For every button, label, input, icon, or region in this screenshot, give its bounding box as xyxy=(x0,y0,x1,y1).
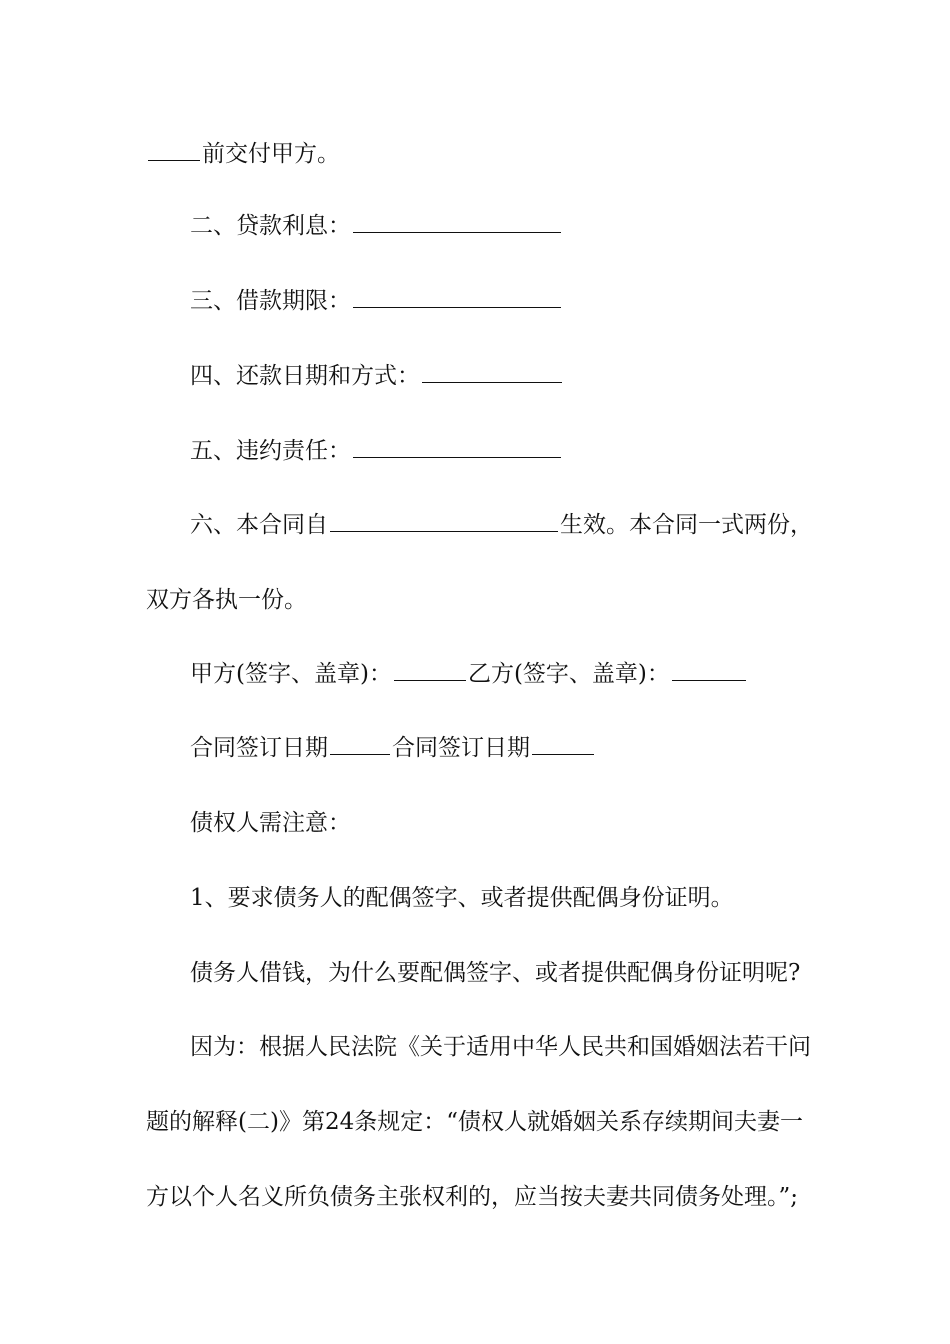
document-line xyxy=(190,286,563,316)
line-text: 前交付甲方。 xyxy=(202,141,340,167)
line-text: 合同签订日期 xyxy=(392,735,530,761)
fill-in-blank xyxy=(330,513,558,532)
document-line xyxy=(190,958,800,988)
document-line xyxy=(146,1182,798,1212)
fill-in-blank xyxy=(672,662,746,681)
line-text: 四、还款日期和方式： xyxy=(190,363,420,389)
document-line xyxy=(190,510,813,540)
document-line xyxy=(190,659,748,689)
line-text: 甲方(签字、盖章)： xyxy=(190,661,392,687)
fill-in-blank xyxy=(353,214,561,233)
document-line xyxy=(190,361,564,391)
line-text: 债权人需注意： xyxy=(190,810,351,836)
line-text: 三、借款期限： xyxy=(190,288,351,314)
line-text: 题的解释(二)》第24条规定：“债权人就婚姻关系存续期间夫妻一 xyxy=(146,1109,803,1135)
line-text: 1、要求债务人的配偶签字、或者提供配偶身份证明。 xyxy=(190,885,734,911)
document-line xyxy=(146,139,340,169)
fill-in-blank xyxy=(353,439,561,458)
document-line xyxy=(190,436,563,466)
fill-in-blank xyxy=(422,364,562,383)
document-line xyxy=(146,1107,803,1137)
line-text: 生效。本合同一式两份， xyxy=(560,512,813,538)
line-text: 六、本合同自 xyxy=(190,512,328,538)
line-text: 债务人借钱，为什么要配偶签字、或者提供配偶身份证明呢? xyxy=(190,960,801,986)
document-line xyxy=(190,211,563,241)
fill-in-blank xyxy=(532,736,594,755)
fill-in-blank xyxy=(148,142,200,161)
line-text: 五、违约责任： xyxy=(190,438,351,464)
line-text: 因为：根据人民法院《关于适用中华人民共和国婚姻法若干问 xyxy=(190,1034,811,1060)
fill-in-blank xyxy=(353,289,561,308)
line-text: 双方各执一份。 xyxy=(146,587,307,613)
fill-in-blank xyxy=(330,736,390,755)
line-text: 乙方(签字、盖章)： xyxy=(467,661,670,687)
line-text: 方以个人名义所负债务主张权利的，应当按夫妻共同债务处理。”; xyxy=(146,1184,799,1210)
line-text: 合同签订日期 xyxy=(190,735,328,761)
document-line xyxy=(146,585,307,615)
document-line xyxy=(190,1032,811,1062)
document-line xyxy=(190,883,734,913)
fill-in-blank xyxy=(394,662,466,681)
document-line xyxy=(190,808,351,838)
document-line xyxy=(190,733,596,763)
line-text: 二、贷款利息： xyxy=(190,213,351,239)
